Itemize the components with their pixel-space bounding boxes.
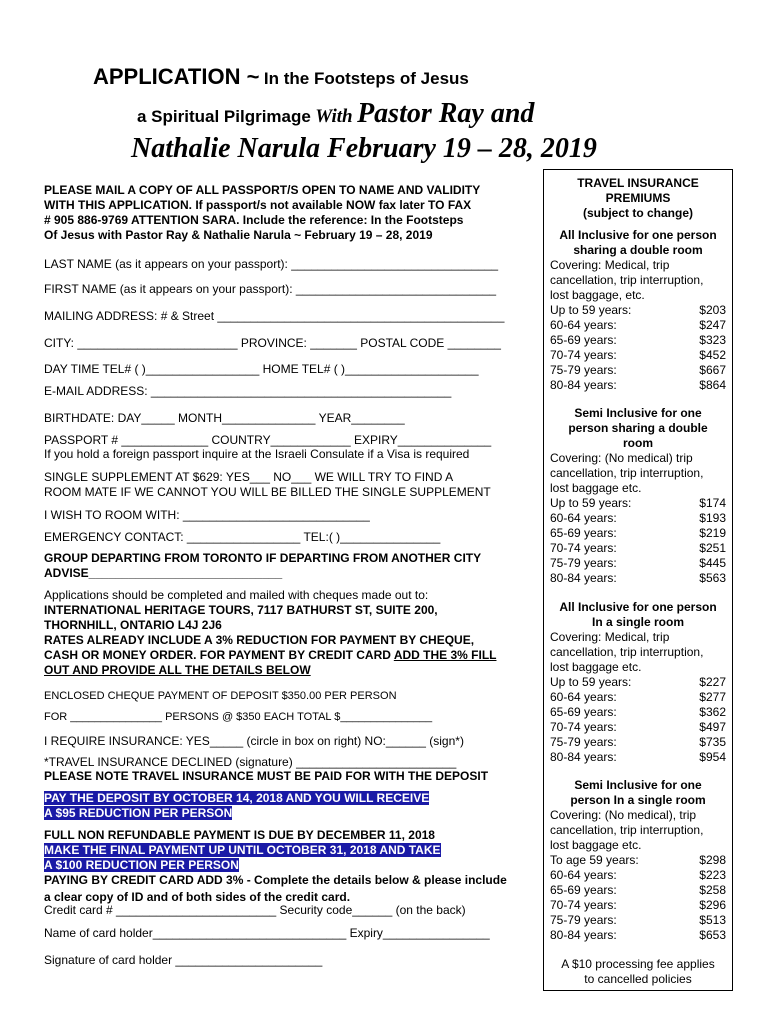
option-heading: In a single room <box>591 615 684 629</box>
rate-age: 70-74 years: <box>550 541 617 555</box>
sidebar-title-line: PREMIUMS <box>605 191 671 205</box>
first-name-field[interactable]: FIRST NAME (as it appears on your passport): ______________________________ <box>44 282 497 296</box>
rate-row <box>550 913 726 928</box>
rate-age: 70-74 years: <box>550 720 617 734</box>
rate-row <box>550 556 726 571</box>
rates-note-underline: ADD THE 3% FILL <box>393 648 497 662</box>
option-coverage: cancellation, trip interruption, <box>550 466 704 480</box>
title-line-1 <box>93 64 469 90</box>
rate-age: 60-64 years: <box>550 318 617 332</box>
highlight-line: MAKE THE FINAL PAYMENT UP UNTIL OCTOBER 31, 2018 AND TAKE <box>44 843 441 857</box>
rate-price: $174 <box>699 496 726 510</box>
rate-age: 70-74 years: <box>550 348 617 362</box>
rate-row <box>550 750 726 765</box>
rates-note-line: OUT AND PROVIDE ALL THE DETAILS BELOW <box>44 663 311 677</box>
rate-price: $219 <box>699 526 726 540</box>
intro-line: WITH THIS APPLICATION. If passport/s not available NOW fax later TO FAX <box>44 198 472 212</box>
rate-row <box>550 898 726 913</box>
insurance-option[interactable] <box>550 406 726 586</box>
final-payment-line: FULL NON REFUNDABLE PAYMENT IS DUE BY DECEMBER 11, 2018 <box>44 828 435 842</box>
mailing-instructions <box>44 588 496 678</box>
rate-price: $735 <box>699 735 726 749</box>
rate-price: $203 <box>699 303 726 317</box>
rates-note-text: CASH OR MONEY ORDER. FOR PAYMENT BY CREDIT CARD <box>44 648 394 662</box>
rate-age: 65-69 years: <box>550 883 617 897</box>
rate-price: $298 <box>699 853 726 867</box>
rate-age: 60-64 years: <box>550 511 617 525</box>
rate-age: 60-64 years: <box>550 690 617 704</box>
rate-row <box>550 571 726 586</box>
rate-row <box>550 378 726 393</box>
rate-price: $362 <box>699 705 726 719</box>
highlight-line: A $100 REDUCTION PER PERSON <box>44 858 239 872</box>
option-coverage: Covering: Medical, trip <box>550 258 670 272</box>
intro-block <box>44 183 480 243</box>
rate-price: $667 <box>699 363 726 377</box>
card-holder-name-field[interactable]: Name of card holder_____________________________ Expiry________________ <box>44 926 490 940</box>
final-payment <box>44 828 441 873</box>
credit-card-note-line: a clear copy of ID and of both sides of the credit card. <box>44 890 351 904</box>
option-coverage: cancellation, trip interruption, <box>550 823 704 837</box>
group-departure[interactable] <box>44 551 481 581</box>
option-coverage: lost baggage etc. <box>550 838 642 852</box>
option-coverage: lost baggage, etc. <box>550 288 645 302</box>
title-line-3: Nathalie Narula February 19 – 28, 2019 <box>131 133 597 164</box>
rate-row <box>550 690 726 705</box>
email-field[interactable]: E-MAIL ADDRESS: _____________________________________________ <box>44 384 452 398</box>
rate-price: $653 <box>699 928 726 942</box>
option-heading: person sharing a double <box>568 421 708 435</box>
rate-price: $258 <box>699 883 726 897</box>
title-application: APPLICATION ~ <box>93 64 260 89</box>
processing-fee-line: A $10 processing fee applies <box>561 957 715 971</box>
rate-age: 75-79 years: <box>550 556 617 570</box>
option-heading: Semi Inclusive for one <box>574 778 702 792</box>
rate-age: 65-69 years: <box>550 705 617 719</box>
rate-row <box>550 868 726 883</box>
rate-price: $251 <box>699 541 726 555</box>
rate-row <box>550 541 726 556</box>
rate-age: 60-64 years: <box>550 868 617 882</box>
rate-age: 80-84 years: <box>550 928 617 942</box>
sidebar-title-line: (subject to change) <box>582 206 693 220</box>
rate-age: 70-74 years: <box>550 898 617 912</box>
last-name-field[interactable]: LAST NAME (as it appears on your passport): _______________________________ <box>44 257 499 271</box>
option-coverage: cancellation, trip interruption, <box>550 273 704 287</box>
rate-price: $513 <box>699 913 726 927</box>
deposit-discount <box>44 791 429 821</box>
insurance-declined-field[interactable]: *TRAVEL INSURANCE DECLINED (signature) ________________________ <box>44 755 457 769</box>
rate-price: $445 <box>699 556 726 570</box>
single-supplement-line: SINGLE SUPPLEMENT AT $629: YES___ NO___ WE WILL TRY TO FIND A <box>44 470 454 484</box>
emergency-contact-field[interactable]: EMERGENCY CONTACT: _________________ TEL:( )_______________ <box>44 530 441 544</box>
rate-age: Up to 59 years: <box>550 675 632 689</box>
rate-age: Up to 59 years: <box>550 303 632 317</box>
insurance-required-field[interactable]: I REQUIRE INSURANCE: YES_____ (circle in box on right) NO:______ (sign*) <box>44 734 464 748</box>
group-departure-line: GROUP DEPARTING FROM TORONTO IF DEPARTING FROM ANOTHER CITY <box>44 551 482 565</box>
intro-line: PLEASE MAIL A COPY OF ALL PASSPORT/S OPEN TO NAME AND VALIDITY <box>44 183 481 197</box>
single-supplement[interactable] <box>44 470 491 500</box>
rate-age: Up to 59 years: <box>550 496 632 510</box>
option-heading: All Inclusive for one person <box>559 600 717 614</box>
room-with-field[interactable]: I WISH TO ROOM WITH: ____________________________ <box>44 508 370 522</box>
rates-note-line <box>44 648 496 663</box>
rate-price: $227 <box>699 675 726 689</box>
persons-field[interactable]: FOR _______________ PERSONS @ $350 EACH TOTAL $_______________ <box>44 711 433 723</box>
option-coverage: cancellation, trip interruption, <box>550 645 704 659</box>
rate-row <box>550 735 726 750</box>
rate-price: $323 <box>699 333 726 347</box>
rate-row <box>550 720 726 735</box>
option-heading: All Inclusive for one person <box>559 228 717 242</box>
rate-price: $277 <box>699 690 726 704</box>
processing-fee-line: to cancelled policies <box>584 972 692 986</box>
rate-price: $864 <box>699 378 726 392</box>
rate-row <box>550 511 726 526</box>
rate-row <box>550 318 726 333</box>
rate-row <box>550 675 726 690</box>
title-line-2 <box>137 98 534 130</box>
rate-price: $954 <box>699 750 726 764</box>
mailing-instruction-line: INTERNATIONAL HERITAGE TOURS, 7117 BATHURST ST, SUITE 200, <box>44 603 438 617</box>
option-heading: person In a single room <box>570 793 706 807</box>
rate-price: $193 <box>699 511 726 525</box>
rate-age: 80-84 years: <box>550 750 617 764</box>
option-coverage: Covering: (No medical) trip <box>550 451 693 465</box>
rate-row <box>550 303 726 318</box>
highlight-line: PAY THE DEPOSIT BY OCTOBER 14, 2018 AND YOU WILL RECEIVE <box>44 791 430 805</box>
option-heading: room <box>623 436 653 450</box>
telephone-field[interactable]: DAY TIME TEL# ( )_________________ HOME TEL# ( )____________________ <box>44 362 479 376</box>
rate-price: $247 <box>699 318 726 332</box>
rate-price: $563 <box>699 571 726 585</box>
rate-row <box>550 705 726 720</box>
credit-card-note <box>44 873 507 905</box>
rate-age: 75-79 years: <box>550 363 617 377</box>
title-pastor: Pastor Ray and <box>357 98 535 129</box>
credit-card-note-line: PAYING BY CREDIT CARD ADD 3% - Complete the details below & please include <box>44 873 507 887</box>
rate-row <box>550 363 726 378</box>
option-coverage: Covering: Medical, trip <box>550 630 670 644</box>
mailing-instruction-line: THORNHILL, ONTARIO L4J 2J6 <box>44 618 222 632</box>
rates-note-line: RATES ALREADY INCLUDE A 3% REDUCTION FOR PAYMENT BY CHEQUE, <box>44 633 475 647</box>
insurance-option[interactable] <box>550 778 726 943</box>
option-coverage: Covering: (No medical), trip <box>550 808 697 822</box>
rate-age: 65-69 years: <box>550 333 617 347</box>
insurance-option[interactable] <box>550 228 726 393</box>
insurance-option[interactable] <box>550 600 726 765</box>
option-coverage: lost baggage etc. <box>550 660 642 674</box>
rate-row <box>550 928 726 943</box>
option-heading: Semi Inclusive for one <box>574 406 702 420</box>
rate-row <box>550 853 726 868</box>
sidebar-title <box>550 176 726 221</box>
highlight-line: A $95 REDUCTION PER PERSON <box>44 806 233 820</box>
rate-age: 80-84 years: <box>550 378 617 392</box>
option-coverage: lost baggage etc. <box>550 481 642 495</box>
single-supplement-line: ROOM MATE IF WE CANNOT YOU WILL BE BILLED THE SINGLE SUPPLEMENT <box>44 485 491 499</box>
intro-line: # 905 886-9769 ATTENTION SARA. Include the reference: In the Footsteps <box>44 213 464 227</box>
rate-price: $296 <box>699 898 726 912</box>
passport-field[interactable]: PASSPORT # _____________ COUNTRY____________ EXPIRY______________ <box>44 433 492 447</box>
insurance-note: PLEASE NOTE TRAVEL INSURANCE MUST BE PAID FOR WITH THE DEPOSIT <box>44 769 489 783</box>
title-pilgrimage: a Spiritual Pilgrimage <box>137 107 311 126</box>
processing-fee-note <box>550 957 726 987</box>
rate-age: 65-69 years: <box>550 526 617 540</box>
rate-row <box>550 526 726 541</box>
group-departure-line: ADVISE_____________________________ <box>44 566 283 580</box>
intro-line: Of Jesus with Pastor Ray & Nathalie Narula ~ February 19 – 28, 2019 <box>44 228 433 242</box>
title-subtitle: In the Footsteps of Jesus <box>263 69 469 88</box>
deposit-line: ENCLOSED CHEQUE PAYMENT OF DEPOSIT $350.00 PER PERSON <box>44 690 397 702</box>
rate-price: $497 <box>699 720 726 734</box>
rate-age: 75-79 years: <box>550 735 617 749</box>
rate-age: To age 59 years: <box>550 853 639 867</box>
rate-row <box>550 496 726 511</box>
credit-card-number-field[interactable]: Credit card # ________________________ Security code______ (on the back) <box>44 903 466 917</box>
rate-age: 80-84 years: <box>550 571 617 585</box>
mailing-instruction-line: Applications should be completed and mailed with cheques made out to: <box>44 588 429 602</box>
visa-note: If you hold a foreign passport inquire at the Israeli Consulate if a Visa is required <box>44 447 470 461</box>
mailing-address-field[interactable]: MAILING ADDRESS: # & Street ___________________________________________ <box>44 309 505 323</box>
card-holder-signature-field[interactable]: Signature of card holder ______________________ <box>44 953 323 967</box>
rate-price: $223 <box>699 868 726 882</box>
rate-age: 75-79 years: <box>550 913 617 927</box>
option-heading: sharing a double room <box>573 243 703 257</box>
rate-row <box>550 348 726 363</box>
city-field[interactable]: CITY: ________________________ PROVINCE: _______ POSTAL CODE ________ <box>44 336 501 350</box>
rate-row <box>550 333 726 348</box>
rate-row <box>550 883 726 898</box>
rate-price: $452 <box>699 348 726 362</box>
title-with: With <box>315 106 353 127</box>
sidebar-title-line: TRAVEL INSURANCE <box>577 176 699 190</box>
birthdate-field[interactable]: BIRTHDATE: DAY_____ MONTH______________ YEAR________ <box>44 411 405 425</box>
